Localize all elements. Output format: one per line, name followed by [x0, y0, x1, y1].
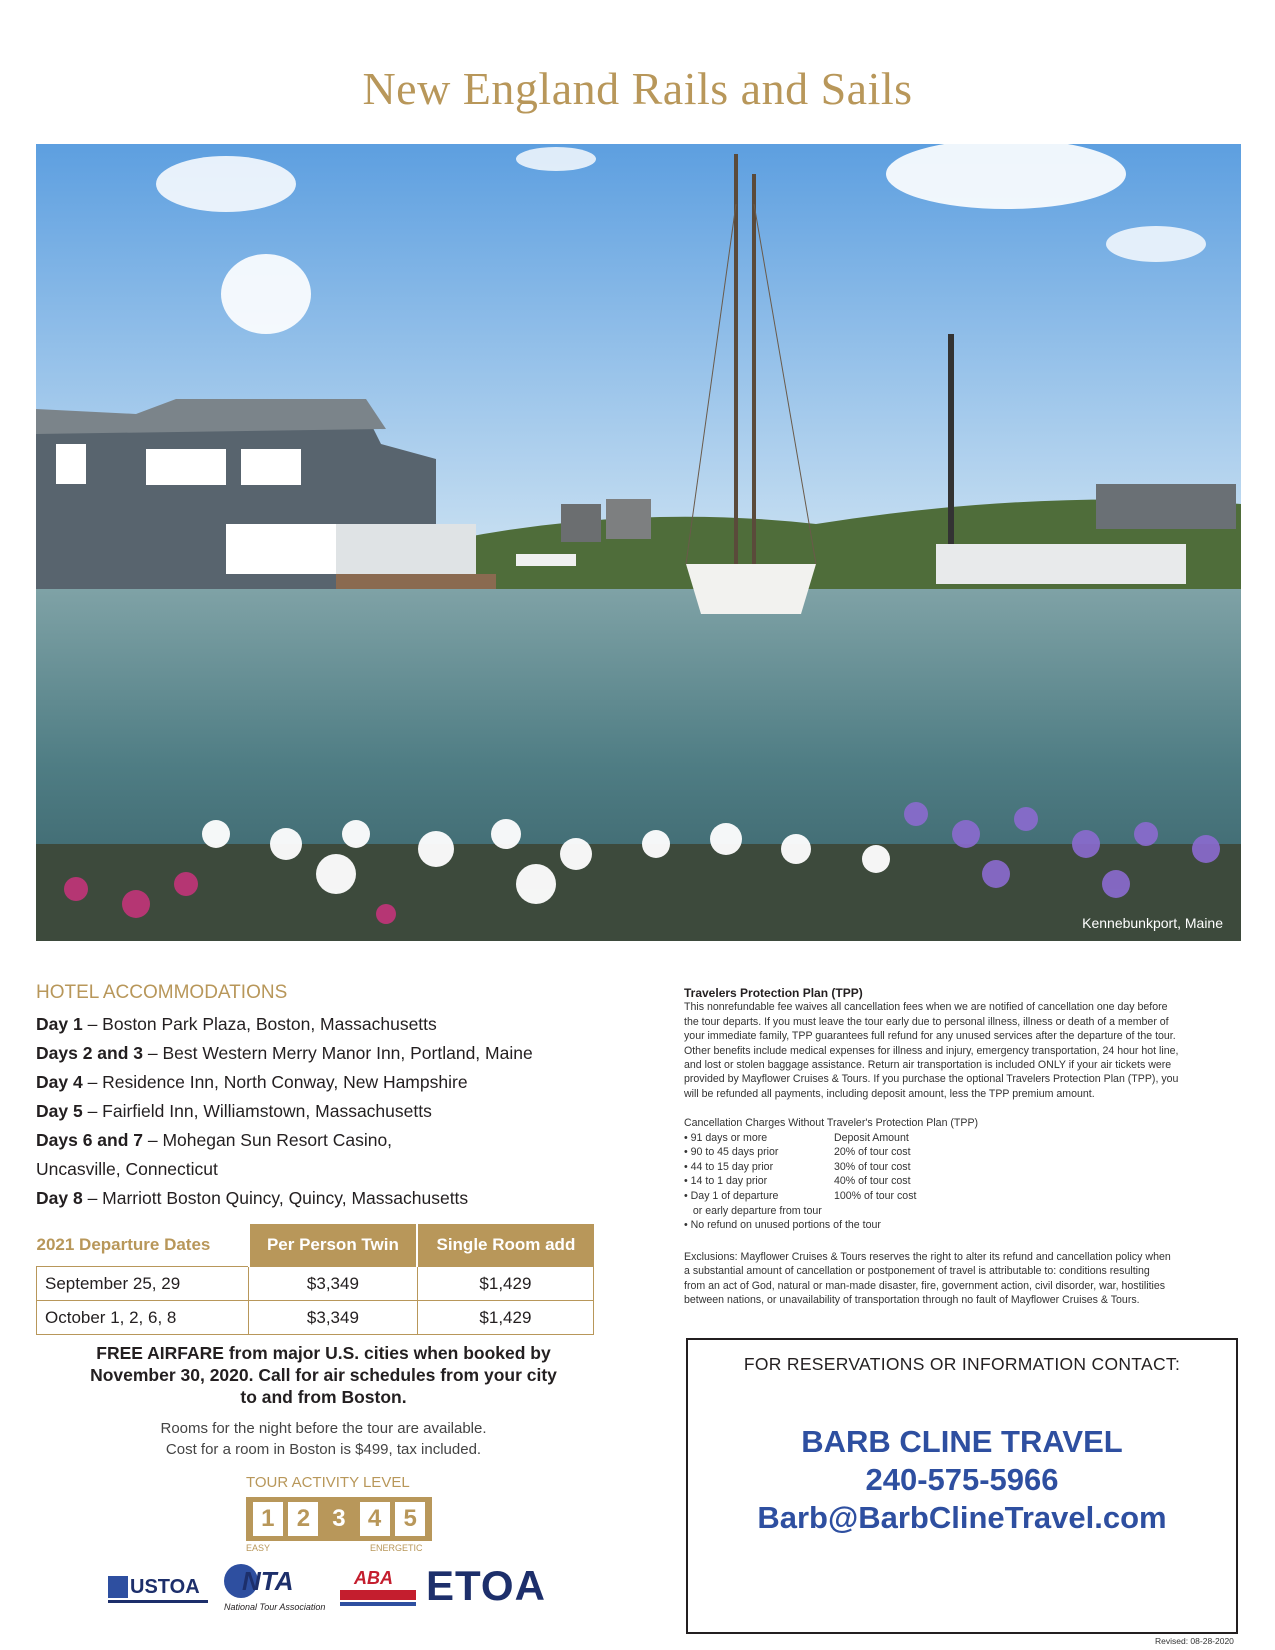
contact-label: FOR RESERVATIONS OR INFORMATION CONTACT: — [743, 1354, 1181, 1374]
revised-date: Revised: 08-28-2020 — [1155, 1636, 1234, 1646]
activity-level-title: TOUR ACTIVITY LEVEL — [246, 1474, 410, 1491]
agency-phone[interactable]: 240-575-5966 — [865, 1462, 1059, 1497]
list-item: • 91 days or more Deposit Amount — [684, 1131, 909, 1144]
day-line: Days 6 and 7 – Mohegan Sun Resort Casino, — [36, 1130, 393, 1150]
list-item: • No refund on unused portions of the tour — [684, 1219, 881, 1232]
day-line: Day 5 – Fairfield Inn, Williamstown, Massachusetts — [36, 1101, 432, 1121]
harbor-photo — [36, 144, 1241, 941]
table-cell: October 1, 2, 6, 8 — [37, 1301, 249, 1335]
day-line: Uncasville, Connecticut — [36, 1159, 218, 1179]
day-line: Days 2 and 3 – Best Western Merry Manor Inn, Portland, Maine — [36, 1043, 533, 1063]
activity-level-scale — [246, 1497, 432, 1541]
list-item: • 44 to 15 day prior 30% of tour cost — [684, 1160, 911, 1173]
hotel-accommodations-heading: HOTEL ACCOMMODATIONS — [36, 982, 288, 1003]
activity-level-2: 2 — [288, 1502, 318, 1536]
tpp-section: Travelers Protection Plan (TPP) This nonrefundable fee waives all cancellation fees when we are notified of cancellation one day before the tour departs. If you must leave the tour early due to personal illness, illness or death of a member of your immediate family, TPP guarantees full refund for any unused services after the departure of the tour. Other benefits include medical expenses for illness and injury, emergency transportation, 24 hour hot line, and lost or stolen baggage assistance. Return air transportation is included ONLY if your air tickets were provided by Mayflower Cruises & Tours. If you purchase the optional Travelers Protection Plan (TPP), you will be refunded all payments, including deposit amount, less the TPP premium amount. — [684, 986, 1240, 1101]
table-cell: $1,429 — [417, 1267, 593, 1301]
association-logos — [108, 1562, 568, 1616]
list-item: • Day 1 of departure 100% of tour cost — [684, 1189, 917, 1202]
list-item: • 14 to 1 day prior 40% of tour cost — [684, 1175, 911, 1188]
day-line: Day 8 – Marriott Boston Quincy, Quincy, Massachusetts — [36, 1188, 469, 1208]
table-row — [37, 1267, 594, 1301]
etoa-logo: ETOA — [426, 1562, 546, 1609]
table-header: 2021 Departure Dates — [37, 1224, 249, 1267]
contact-box — [686, 1338, 1238, 1634]
day-line: Day 4 – Residence Inn, North Conway, New Hampshire — [36, 1072, 468, 1092]
nta-logo: NTA National Tour Association — [224, 1566, 326, 1612]
table-header: Per Person Twin — [249, 1224, 418, 1267]
agency-email[interactable]: Barb@BarbClineTravel.com — [757, 1500, 1167, 1535]
list-item: • 90 to 45 days prior 20% of tour cost — [684, 1146, 911, 1159]
hotel-day-list — [36, 1010, 656, 1213]
tpp-heading: Travelers Protection Plan (TPP) — [684, 986, 863, 1000]
activity-level-1: 1 — [253, 1502, 283, 1536]
table-cell: $3,349 — [249, 1267, 418, 1301]
cancellation-charges — [684, 1116, 1240, 1233]
list-item: or early departure from tour — [684, 1204, 822, 1217]
day-line: Day 1 – Boston Park Plaza, Boston, Massachusetts — [36, 1014, 437, 1034]
page-title: New England Rails and Sails — [362, 63, 913, 114]
aba-logo: ABA — [340, 1568, 416, 1610]
table-row — [37, 1301, 594, 1335]
agency-name: BARB CLINE TRAVEL — [801, 1424, 1123, 1459]
cancellation-heading: Cancellation Charges Without Traveler's Protection Plan (TPP) — [684, 1117, 979, 1129]
exclusions-section: Exclusions: Mayflower Cruises & Tours reserves the right to alter its refund and cancellation policy when a substantial amount of cancellation or postponement of travel is attributable to: conditions resulting from an act of God, natural or man-made disaster, fire, government action, civil disorder, war, hostilities between nations, or unavailability of transportation through no fault of Mayflower Cruises & Tours. — [684, 1251, 1171, 1307]
table-cell: September 25, 29 — [37, 1267, 249, 1301]
table-cell: $3,349 — [249, 1301, 418, 1335]
table-cell: $1,429 — [417, 1301, 593, 1335]
photo-caption: Kennebunkport, Maine — [1082, 915, 1223, 931]
activity-level-3: 3 — [332, 1505, 346, 1532]
free-airfare-notice: FREE AIRFARE from major U.S. cities when booked by November 30, 2020. Call for air schedules from your city to and from Boston. — [90, 1343, 557, 1407]
activity-level-5: 5 — [395, 1502, 425, 1536]
departure-dates-table — [36, 1224, 594, 1335]
rooms-notice: Rooms for the night before the tour are available. Cost for a room in Boston is $499, tax included. — [160, 1420, 487, 1458]
table-header: Single Room add — [417, 1224, 593, 1267]
activity-level-4: 4 — [360, 1502, 390, 1536]
activity-easy-label: EASY — [246, 1543, 271, 1553]
activity-energetic-label: ENERGETIC — [370, 1543, 423, 1553]
ustoa-logo: USTOA — [108, 1576, 208, 1606]
